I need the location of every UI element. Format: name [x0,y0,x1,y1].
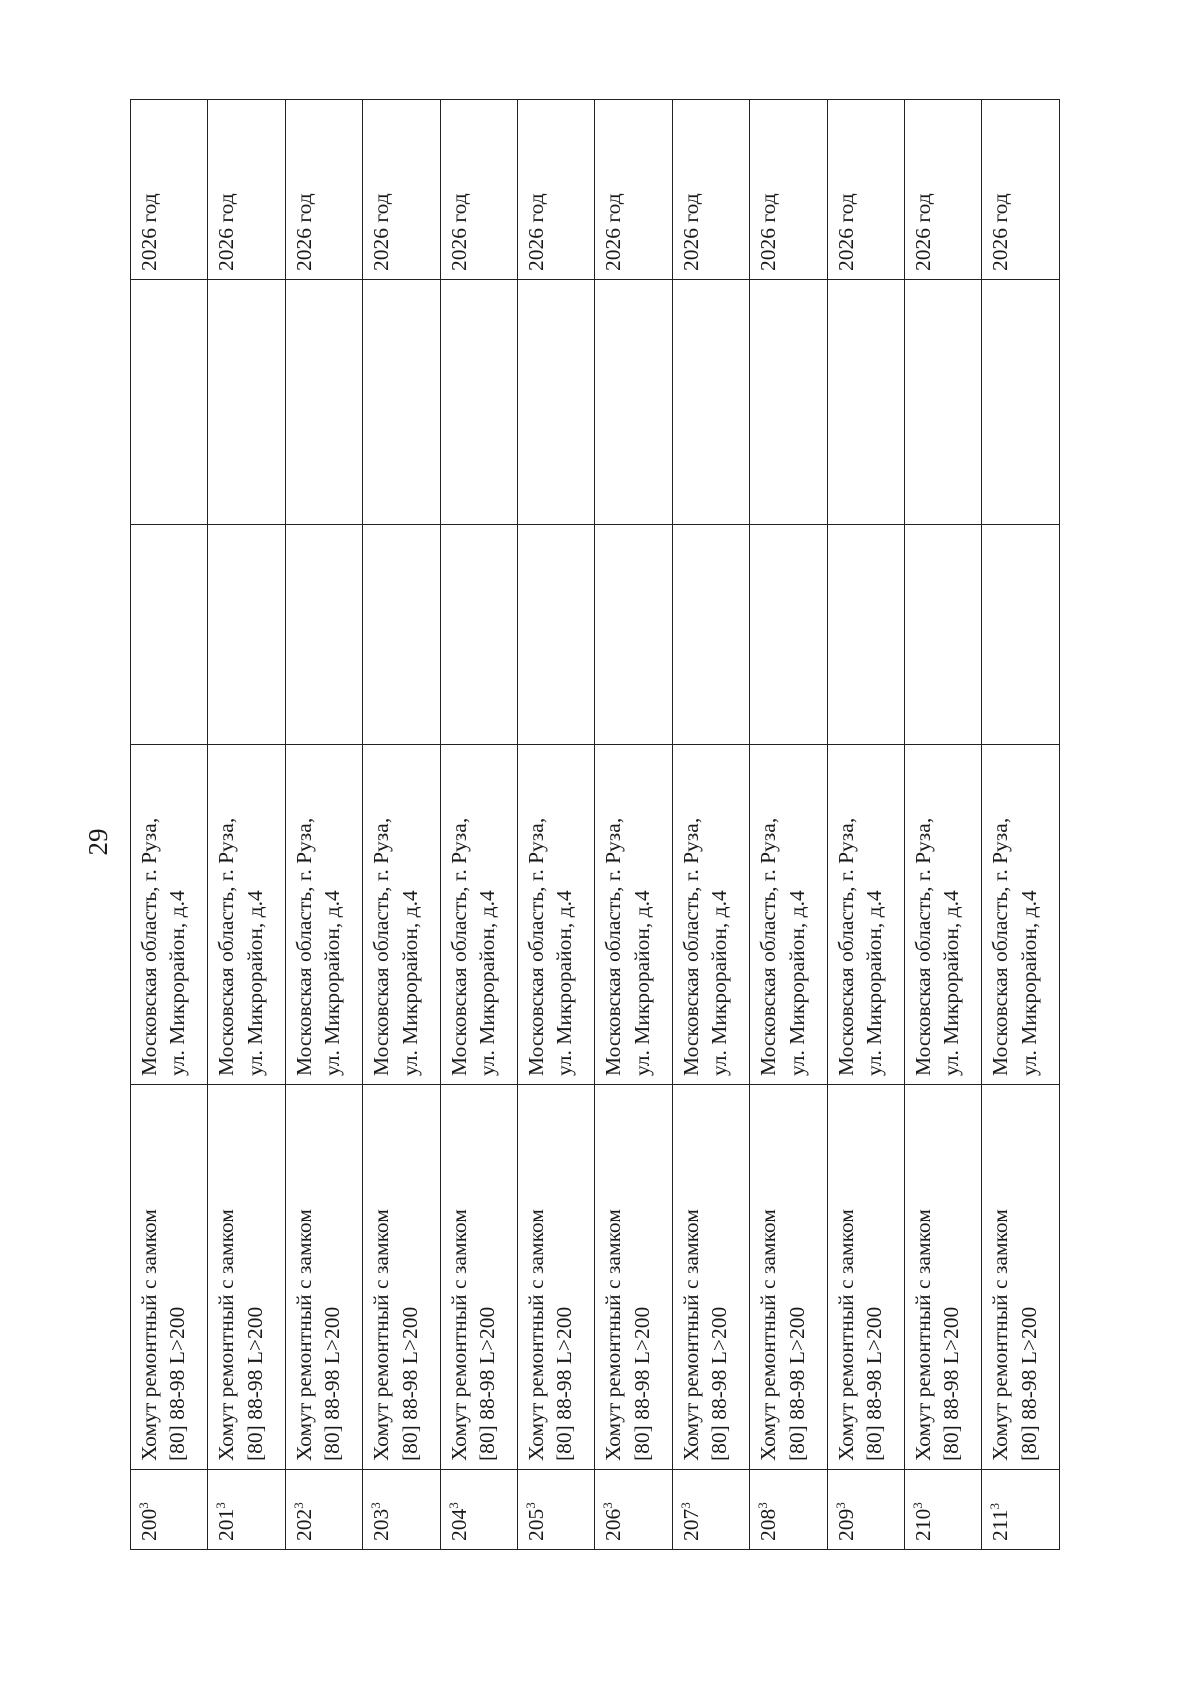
rotated-table-container [130,100,1060,1550]
item-name-line1: Хомут ремонтный с замком [911,1209,936,1461]
row-number-cell [440,1470,517,1550]
empty-cell-col4 [827,525,904,745]
row-number-cell [208,1470,285,1550]
empty-cell-col5 [750,280,827,525]
empty-cell-col5 [363,280,440,525]
address-line2: ул. Микрорайон, д.4 [939,890,964,1076]
empty-cell-col5 [827,280,904,525]
table-row [750,100,827,1550]
address-line2: ул. Микрорайон, д.4 [320,890,345,1076]
row-number-cell [285,1470,362,1550]
row-number: 210 [911,1508,936,1541]
year-cell: 2026 год [440,100,517,280]
address-line1: Московская область, г. Руза, [524,817,549,1076]
empty-cell-col5 [440,280,517,525]
table-row [595,100,672,1550]
item-name-line1: Хомут ремонтный с замком [524,1209,549,1461]
row-number-superscript: 3 [987,1503,1003,1510]
item-name-line2: [80] 88-98 L>200 [707,1306,732,1461]
address-cell [518,745,595,1085]
item-name-cell [440,1085,517,1470]
row-number-superscript: 3 [677,1502,693,1509]
item-name-cell [595,1085,672,1470]
row-number: 201 [214,1508,239,1541]
year-cell: 2026 год [285,100,362,280]
row-number-cell [672,1470,749,1550]
row-number: 211 [988,1509,1013,1541]
address-line1: Московская область, г. Руза, [369,817,394,1076]
item-name-line1: Хомут ремонтный с замком [291,1209,316,1461]
row-number-cell [905,1470,982,1550]
address-line1: Московская область, г. Руза, [988,817,1013,1076]
address-cell [982,745,1060,1085]
item-name-line2: [80] 88-98 L>200 [862,1306,887,1461]
row-number: 205 [524,1508,549,1541]
item-name-line2: [80] 88-98 L>200 [242,1306,267,1461]
item-name-line1: Хомут ремонтный с замком [214,1209,239,1461]
year-cell: 2026 год [905,100,982,280]
row-number: 207 [678,1508,703,1541]
row-number-superscript: 3 [445,1502,461,1509]
address-line1: Московская область, г. Руза, [214,817,239,1076]
empty-cell-col5 [905,280,982,525]
address-line2: ул. Микрорайон, д.4 [707,890,732,1076]
address-line1: Московская область, г. Руза, [833,817,858,1076]
address-cell [208,745,285,1085]
year-cell: 2026 год [982,100,1060,280]
address-line2: ул. Микрорайон, д.4 [552,890,577,1076]
year-cell: 2026 год [131,100,208,280]
empty-cell-col4 [595,525,672,745]
address-line2: ул. Микрорайон, д.4 [784,890,809,1076]
row-number: 204 [446,1508,471,1541]
year-cell: 2026 год [827,100,904,280]
address-line1: Московская область, г. Руза, [601,817,626,1076]
address-cell [131,745,208,1085]
empty-cell-col4 [363,525,440,745]
item-name-line2: [80] 88-98 L>200 [552,1306,577,1461]
empty-cell-col4 [285,525,362,745]
empty-cell-col4 [672,525,749,745]
address-line2: ул. Микрорайон, д.4 [397,890,422,1076]
year-cell: 2026 год [518,100,595,280]
address-line1: Московская область, г. Руза, [446,817,471,1076]
empty-cell-col4 [131,525,208,745]
item-name-cell [208,1085,285,1470]
item-name-line1: Хомут ремонтный с замком [678,1209,703,1461]
empty-cell-col5 [595,280,672,525]
row-number-superscript: 3 [290,1502,306,1509]
address-cell [285,745,362,1085]
table-row [131,100,208,1550]
address-line2: ул. Микрорайон, д.4 [165,890,190,1076]
item-name-cell [285,1085,362,1470]
item-name-line2: [80] 88-98 L>200 [397,1306,422,1461]
empty-cell-col5 [285,280,362,525]
row-number-superscript: 3 [522,1502,538,1509]
address-line1: Московская область, г. Руза, [678,817,703,1076]
item-name-line1: Хомут ремонтный с замком [446,1209,471,1461]
empty-cell-col4 [518,525,595,745]
row-number-superscript: 3 [213,1502,229,1509]
table-row [827,100,904,1550]
item-name-cell [518,1085,595,1470]
address-cell [440,745,517,1085]
address-line2: ул. Микрорайон, д.4 [862,890,887,1076]
item-name-cell [672,1085,749,1470]
item-name-cell [750,1085,827,1470]
empty-cell-col5 [518,280,595,525]
year-cell: 2026 год [595,100,672,280]
year-cell: 2026 год [750,100,827,280]
address-cell [672,745,749,1085]
row-number-superscript: 3 [368,1502,384,1509]
table-row [905,100,982,1550]
address-line2: ул. Микрорайон, д.4 [242,890,267,1076]
address-cell [905,745,982,1085]
row-number-superscript: 3 [755,1502,771,1509]
row-number: 202 [291,1508,316,1541]
address-line1: Московская область, г. Руза, [291,817,316,1076]
address-cell [827,745,904,1085]
item-name-line1: Хомут ремонтный с замком [833,1209,858,1461]
address-cell [595,745,672,1085]
row-number: 209 [833,1508,858,1541]
row-number-cell [982,1470,1060,1550]
table-row [982,100,1060,1550]
row-number-cell [750,1470,827,1550]
year-cell: 2026 год [672,100,749,280]
row-number-cell [827,1470,904,1550]
row-number-cell [131,1470,208,1550]
item-name-cell [363,1085,440,1470]
table-row [363,100,440,1550]
address-cell [750,745,827,1085]
year-cell: 2026 год [208,100,285,280]
address-line1: Московская область, г. Руза, [756,817,781,1076]
empty-cell-col5 [208,280,285,525]
item-name-line2: [80] 88-98 L>200 [784,1306,809,1461]
row-number-superscript: 3 [600,1502,616,1509]
item-name-line2: [80] 88-98 L>200 [475,1306,499,1461]
item-name-line1: Хомут ремонтный с замком [988,1209,1013,1461]
item-name-line1: Хомут ремонтный с замком [601,1209,626,1461]
item-name-cell [827,1085,904,1470]
table-row [440,100,517,1550]
table-body [131,100,1060,1550]
row-number-cell [363,1470,440,1550]
address-line2: ул. Микрорайон, д.4 [629,890,654,1076]
row-number-superscript: 3 [832,1502,848,1509]
address-line2: ул. Микрорайон, д.4 [475,890,499,1076]
empty-cell-col5 [131,280,208,525]
address-cell [363,745,440,1085]
table-row [208,100,285,1550]
empty-cell-col4 [982,525,1060,745]
item-name-line1: Хомут ремонтный с замком [137,1209,161,1461]
item-name-line2: [80] 88-98 L>200 [939,1306,964,1461]
row-number: 200 [137,1508,161,1541]
row-number-cell [518,1470,595,1550]
empty-cell-col4 [440,525,517,745]
row-number: 206 [601,1508,626,1541]
item-name-line1: Хомут ремонтный с замком [756,1209,781,1461]
row-number: 203 [369,1508,394,1541]
equipment-table [130,99,1060,1550]
empty-cell-col4 [905,525,982,745]
address-line2: ул. Микрорайон, д.4 [1016,890,1041,1076]
item-name-line2: [80] 88-98 L>200 [629,1306,654,1461]
table-row [285,100,362,1550]
item-name-cell [905,1085,982,1470]
table-row [518,100,595,1550]
item-name-cell [131,1085,208,1470]
row-number: 208 [756,1508,781,1541]
table-row [672,100,749,1550]
row-number-superscript: 3 [909,1502,925,1509]
row-number-cell [595,1470,672,1550]
year-cell: 2026 год [363,100,440,280]
address-line1: Московская область, г. Руза, [137,817,161,1076]
item-name-line2: [80] 88-98 L>200 [165,1306,190,1461]
empty-cell-col4 [208,525,285,745]
empty-cell-col5 [982,280,1060,525]
item-name-line1: Хомут ремонтный с замком [369,1209,394,1461]
item-name-line2: [80] 88-98 L>200 [1016,1306,1041,1461]
item-name-line2: [80] 88-98 L>200 [320,1306,345,1461]
empty-cell-col5 [672,280,749,525]
empty-cell-col4 [750,525,827,745]
item-name-cell [982,1085,1060,1470]
page-number: 29 [83,828,113,856]
row-number-superscript: 3 [135,1502,151,1509]
address-line1: Московская область, г. Руза, [911,817,936,1076]
